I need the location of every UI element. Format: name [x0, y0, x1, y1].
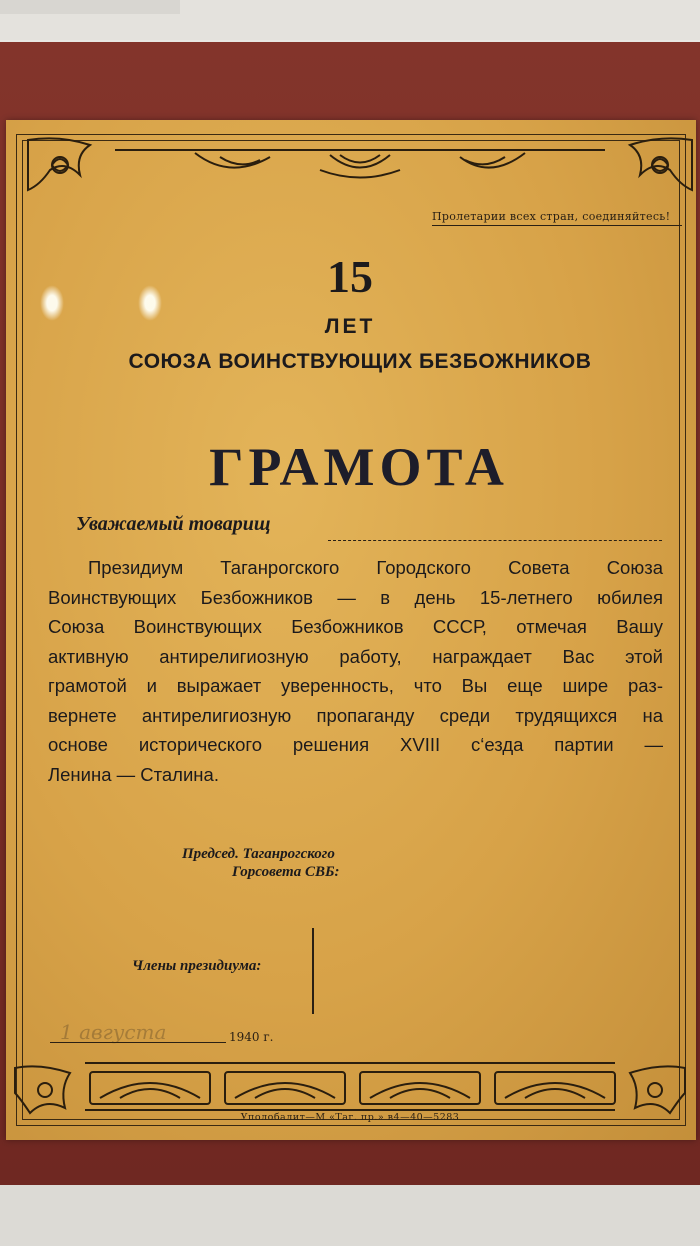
- body-line: активную антирелигиозную работу, награждает Вас этой: [48, 645, 663, 667]
- body-line: грамотой и выражает уверенность, что Вы еще шире раз-: [48, 675, 663, 696]
- certificate-body: [48, 553, 663, 789]
- chairman-title-line2: Горсовета СВБ:: [232, 864, 340, 880]
- date-line: [50, 1042, 226, 1043]
- date-handwritten: 1 августа: [60, 1020, 167, 1044]
- motto: Пролетарии всех стран, соединяйтесь!: [432, 210, 682, 226]
- body-line: Воинствующих Безбожников — в день 15-летнего юбилея: [48, 586, 663, 608]
- wall-background-top: [0, 0, 700, 40]
- signature-brace: [312, 928, 322, 1014]
- chairman-title-line1: Председ. Таганрогского: [182, 846, 335, 862]
- adjacent-frame: [0, 0, 180, 14]
- presidium-members-label: Члены президиума:: [132, 958, 262, 974]
- years-word: ЛЕТ: [324, 315, 376, 338]
- anniversary-number: 15: [327, 251, 373, 302]
- top-ornament-icon: [20, 135, 700, 205]
- salutation: Уважаемый товарищ: [76, 513, 271, 535]
- printer-imprint: Уполобалит—М «Таг. пр.» в4—40—5283: [240, 1112, 460, 1123]
- chairman-signature-block: [182, 845, 340, 881]
- wall-background-bottom: [0, 1185, 700, 1246]
- body-line: вернете антирелигиозную пропаганду среди трудящихся на: [48, 704, 663, 726]
- body-line: основе исторического решения XVIII с‘езда партии —: [48, 734, 663, 755]
- certificate-title: ГРАМОТА: [209, 437, 509, 497]
- body-line: Президиум Таганрогского Городского Совета Союза: [88, 557, 663, 578]
- recipient-line: [328, 540, 662, 541]
- date-year: 1940 г.: [229, 1030, 274, 1044]
- union-name: СОЮЗА ВОИНСТВУЮЩИХ БЕЗБОЖНИКОВ: [128, 350, 592, 373]
- body-line: Союза Воинствующих Безбожников СССР, отмечая Вашу: [48, 616, 663, 637]
- body-line: Ленина — Сталина.: [48, 763, 219, 785]
